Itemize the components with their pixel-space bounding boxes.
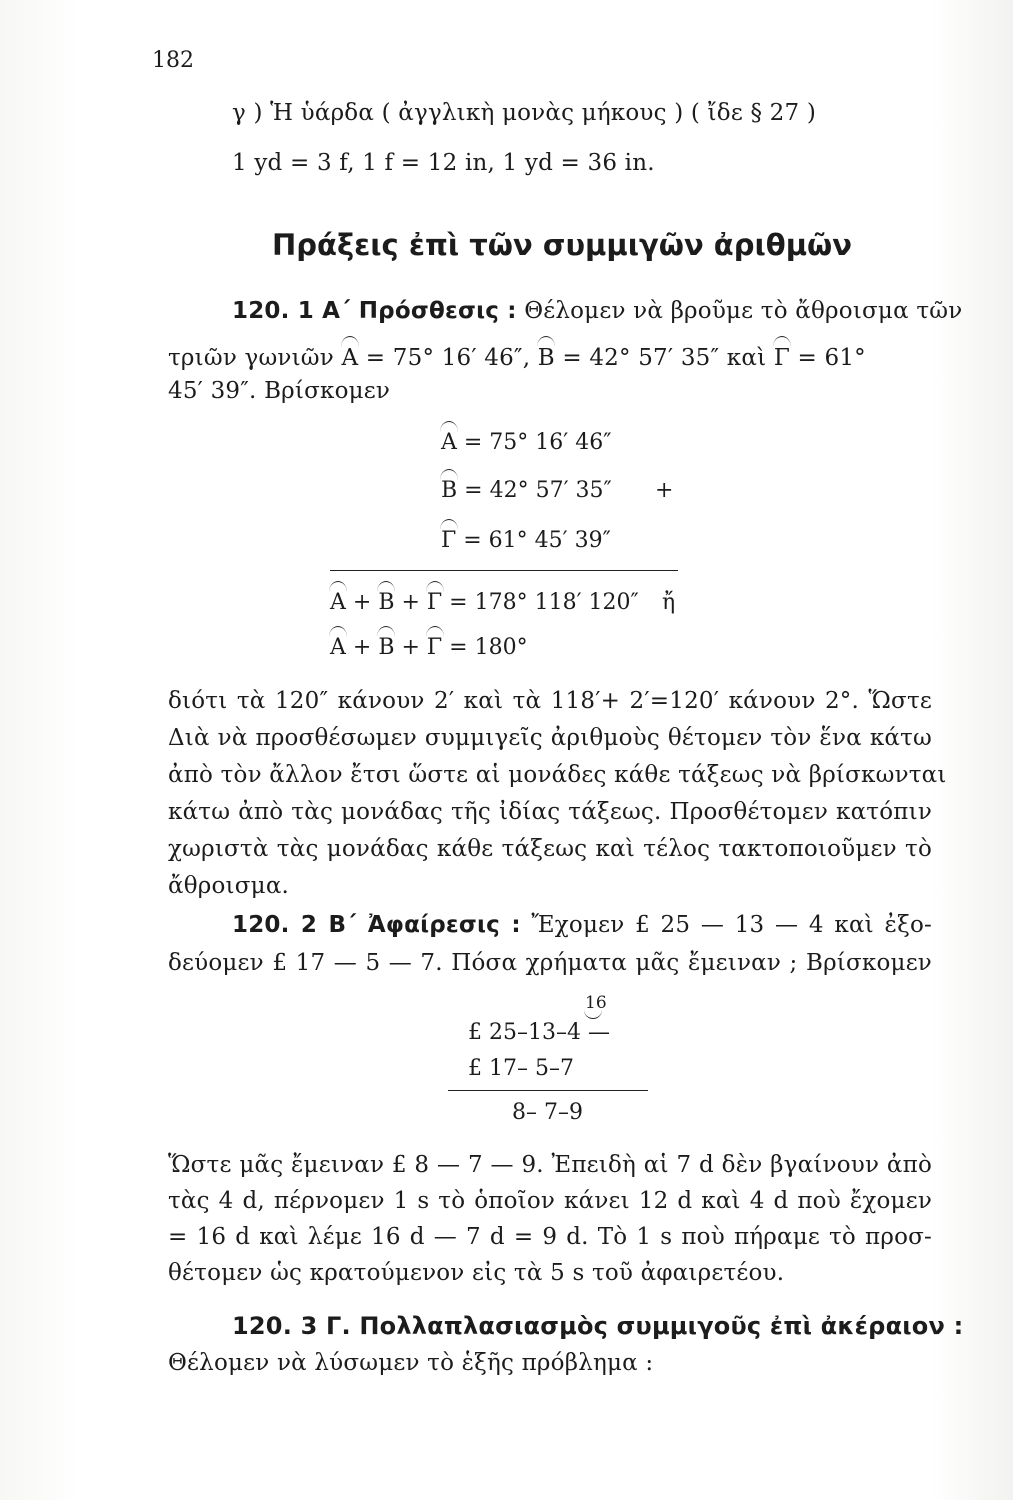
addition-explain-line-3: ἀπὸ τὸν ἄλλον ἔτσι ὥστε αἱ μονάδες κάθε τάξεως νὰ βρίσκωνται — [168, 762, 947, 788]
subtraction-explain-line-3: = 16 d καὶ λέμε 16 d — 7 d = 9 d. Τὸ 1 s ποὺ πήραμε τὸ προσ- — [168, 1224, 932, 1250]
addition-label: 120. 1 Α΄ Πρόσθεσις : — [232, 298, 517, 324]
angle-c-symbol: Γ — [426, 590, 443, 615]
addition-explain-line-2: Διὰ νὰ προσθέσωμεν συμμιγεῖς ἀριθμοὺς θέτομεν τὸν ἕνα κάτω — [168, 725, 932, 751]
angle-c-symbol: Γ — [441, 528, 457, 553]
yard-definition-line: γ ) Ἡ ὑάρδα ( ἀγγλικὴ μονὰς μήκους ) ( ἴδε § 27 ) — [232, 100, 817, 126]
borrow-digits: 16 — [585, 993, 607, 1013]
subtraction-intro-text: Ἔχομεν £ 25 — 13 — 4 καὶ ἐξο- — [531, 912, 932, 938]
page-number: 182 — [152, 48, 194, 73]
sum-value: = 178° 118′ 120″ — [442, 590, 639, 615]
angle-b-symbol: Β — [537, 345, 555, 371]
angle-b-symbol: Β — [378, 590, 395, 615]
angle-a-symbol: Α — [341, 345, 359, 371]
addition-explain-line-5: χωριστὰ τὰς μονάδας κάθε τάξεως καὶ τέλος τακτοποιοῦμεν τὸ — [168, 836, 932, 862]
angle-a-symbol: Α — [441, 430, 457, 455]
addition-sum-row-1 — [330, 590, 639, 615]
multiplication-heading — [232, 1312, 963, 1340]
subtraction-result: 8– 7–9 — [512, 1100, 583, 1125]
intro-text-a: τριῶν γωνιῶν — [168, 345, 342, 371]
subtraction-label: 120. 2 Β΄ Ἀφαίρεσις : — [232, 912, 521, 938]
addition-sum-row-2 — [330, 635, 528, 660]
subtraction-intro-line-2: δεύομεν £ 17 — 5 — 7. Πόσα χρήματα μᾶς ἔμειναν ; Βρίσκομεν — [168, 950, 932, 976]
addition-intro-line-3: 45′ 39″. Βρίσκομεν — [168, 378, 391, 404]
angle-c-symbol: Γ — [773, 345, 790, 371]
angle-b-symbol: Β — [441, 478, 458, 503]
angle-a-symbol: Α — [330, 590, 346, 615]
plus-sign: + — [345, 590, 379, 615]
subtraction-rule — [448, 1090, 648, 1091]
intro-text-b: = 75° 16′ 46″, — [358, 345, 538, 371]
plus-sign: + — [345, 635, 379, 660]
intro-text-d: = 61° — [790, 345, 866, 371]
row-a-value: = 75° 16′ 46″ — [456, 430, 612, 455]
addition-row-b — [441, 478, 612, 503]
plus-sign: + — [394, 590, 427, 615]
sum-or-word: ἤ — [662, 590, 676, 615]
intro-text-c: = 42° 57′ 35″ καὶ — [554, 345, 774, 371]
multiplication-intro: Θέλομεν νὰ λύσωμεν τὸ ἑξῆς πρόβλημα : — [168, 1350, 654, 1376]
addition-row-c — [441, 528, 611, 553]
yard-conversion-line: 1 yd = 3 f, 1 f = 12 in, 1 yd = 36 in. — [232, 150, 655, 176]
borrow-brace-mark — [584, 1010, 602, 1019]
subtraction-intro-line-1 — [232, 912, 932, 938]
addition-row-a — [441, 430, 612, 455]
subtraction-row-minuend: £ 25–13–4 — — [468, 1020, 610, 1045]
angle-a-symbol: Α — [330, 635, 346, 660]
addition-sum-rule — [330, 570, 678, 571]
plus-sign: + — [394, 635, 427, 660]
sum-value: = 180° — [442, 635, 528, 660]
subtraction-row-subtrahend: £ 17– 5–7 — [468, 1056, 574, 1081]
subtraction-explain-line-2: τὰς 4 d, πέρνομεν 1 s τὸ ὁποῖον κάνει 12 d καὶ 4 d ποὺ ἔχομεν — [168, 1188, 932, 1214]
addition-explain-line-4: κάτω ἀπὸ τὰς μονάδας τῆς ἰδίας τάξεως. Προσθέτομεν κατόπιν — [168, 799, 932, 825]
section-heading: Πράξεις ἐπὶ τῶν συμμιγῶν ἀριθμῶν — [272, 228, 853, 262]
multiplication-label: 120. 3 Γ. Πολλαπλασιασμὸς συμμιγοῦς ἐπὶ ἀκέραιον : — [232, 1312, 964, 1340]
addition-intro-line-1 — [232, 298, 963, 324]
angle-b-symbol: Β — [378, 635, 395, 660]
addition-explain-line-6: ἄθροισμα. — [168, 873, 290, 899]
row-b-value: = 42° 57′ 35″ — [457, 478, 612, 503]
subtraction-explain-line-1: Ὥστε μᾶς ἔμειναν £ 8 — 7 — 9. Ἐπειδὴ αἱ 7 d δὲν βγαίνουν ἀπὸ — [168, 1152, 932, 1178]
angle-c-symbol: Γ — [426, 635, 443, 660]
addition-intro-line-2 — [168, 345, 866, 371]
addition-explain-line-1: διότι τὰ 120″ κάνουν 2′ καὶ τὰ 118′+ 2′=120′ κάνουν 2°. Ὥστε — [168, 688, 932, 714]
addition-intro-text: Θέλομεν νὰ βροῦμε τὸ ἄθροισμα τῶν — [524, 298, 963, 324]
plus-sign: + — [655, 478, 674, 503]
row-c-value: = 61° 45′ 39″ — [456, 528, 611, 553]
subtraction-explain-line-4: θέτομεν ὡς κρατούμενον εἰς τὰ 5 s τοῦ ἀφαιρετέου. — [168, 1260, 785, 1286]
